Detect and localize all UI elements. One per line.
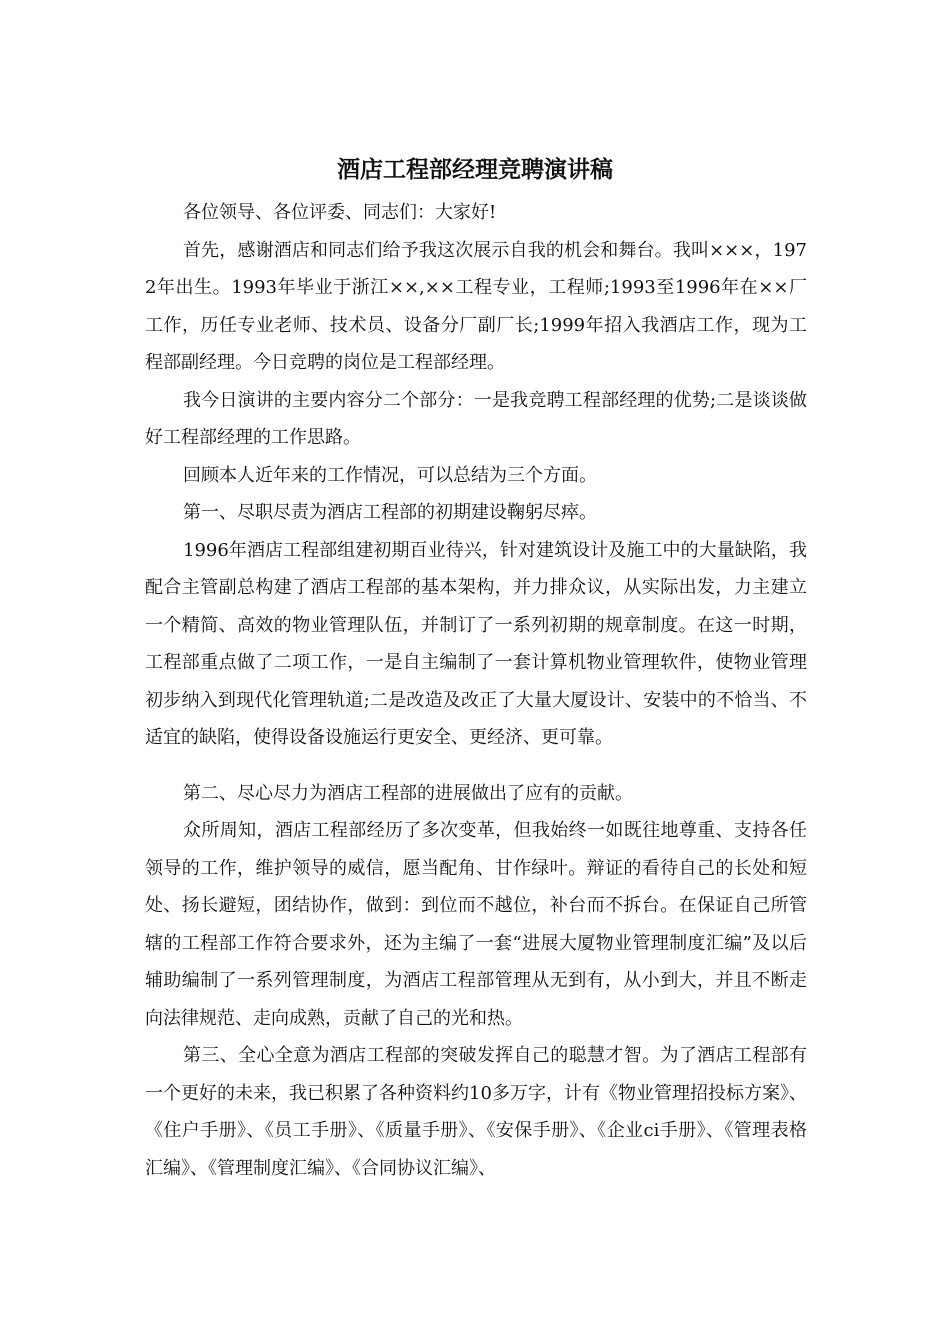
review-paragraph: 回顾本人近年来的工作情况，可以总结为三个方面。 [183, 464, 597, 486]
section-two-heading: 第二、尽心尽力为酒店工程部的进展做出了应有的贡献。 [183, 782, 633, 804]
section-one-paragraph: 1996年酒店工程部组建初期百业待兴，针对建筑设计及施工中的大量缺陷，我配合主管副总构建了酒店工程部的基本架构，并力排众议，从实际出发，力主建立一个精简、高效的物业管理队伍，并制订了一系列初期的规章制度。在这一时期，工程部重点做了二项工作，一是自主编制了一套计算机物业管理软件，使物业管理初步纳入到现代化管理轨道;二是改造及改正了大量大厦设计、安装中的不恰当、不适宜的缺陷，使得设备设施运行更安全、更经济、更可靠。 [145, 539, 807, 748]
section-three-paragraph: 第三、全心全意为酒店工程部的突破发挥自己的聪慧才智。为了酒店工程部有一个更好的未来，我已积累了各种资料约10多万字，计有《物业管理招投标方案》、《住户手册》、《员工手册》、《质量手册》、《安保手册》、《企业ci手册》、《管理表格汇编》、《管理制度汇编》、《合同协议汇编》、 [145, 1045, 807, 1179]
outline-paragraph: 我今日演讲的主要内容分二个部分：一是我竞聘工程部经理的优势;二是谈谈做好工程部经理的工作思路。 [145, 389, 807, 448]
section-two-paragraph: 众所周知，酒店工程部经历了多次变革，但我始终一如既往地尊重、支持各任领导的工作，维护领导的威信，愿当配角、甘作绿叶。辩证的看待自己的长处和短处、扬长避短，团结协作，做到：到位而不越位，补台而不拆台。在保证自己所管辖的工程部工作符合要求外，还为主编了一套“进展大厦物业管理制度汇编”及以后辅助编制了一系列管理制度，为酒店工程部管理从无到有，从小到大，并且不断走向法律规范、走向成熟，贡献了自己的光和热。 [145, 820, 807, 1029]
document-title: 酒店工程部经理竞聘演讲稿 [337, 156, 613, 183]
document-body [145, 194, 807, 1187]
section-one-heading: 第一、尽职尽责为酒店工程部的初期建设鞠躬尽瘁。 [183, 502, 597, 523]
intro-paragraph: 首先，感谢酒店和同志们给予我这次展示自我的机会和舞台。我叫×××，1972年出生。1993年毕业于浙江××,××工程专业，工程师;1993至1996年在××厂工作，历任专业老师、技术员、设备分厂副厂长;1999年招入我酒店工作，现为工程部副经理。今日竞聘的岗位是工程部经理。 [145, 239, 807, 373]
greeting-paragraph: 各位领导、各位评委、同志们：大家好! [183, 202, 497, 223]
